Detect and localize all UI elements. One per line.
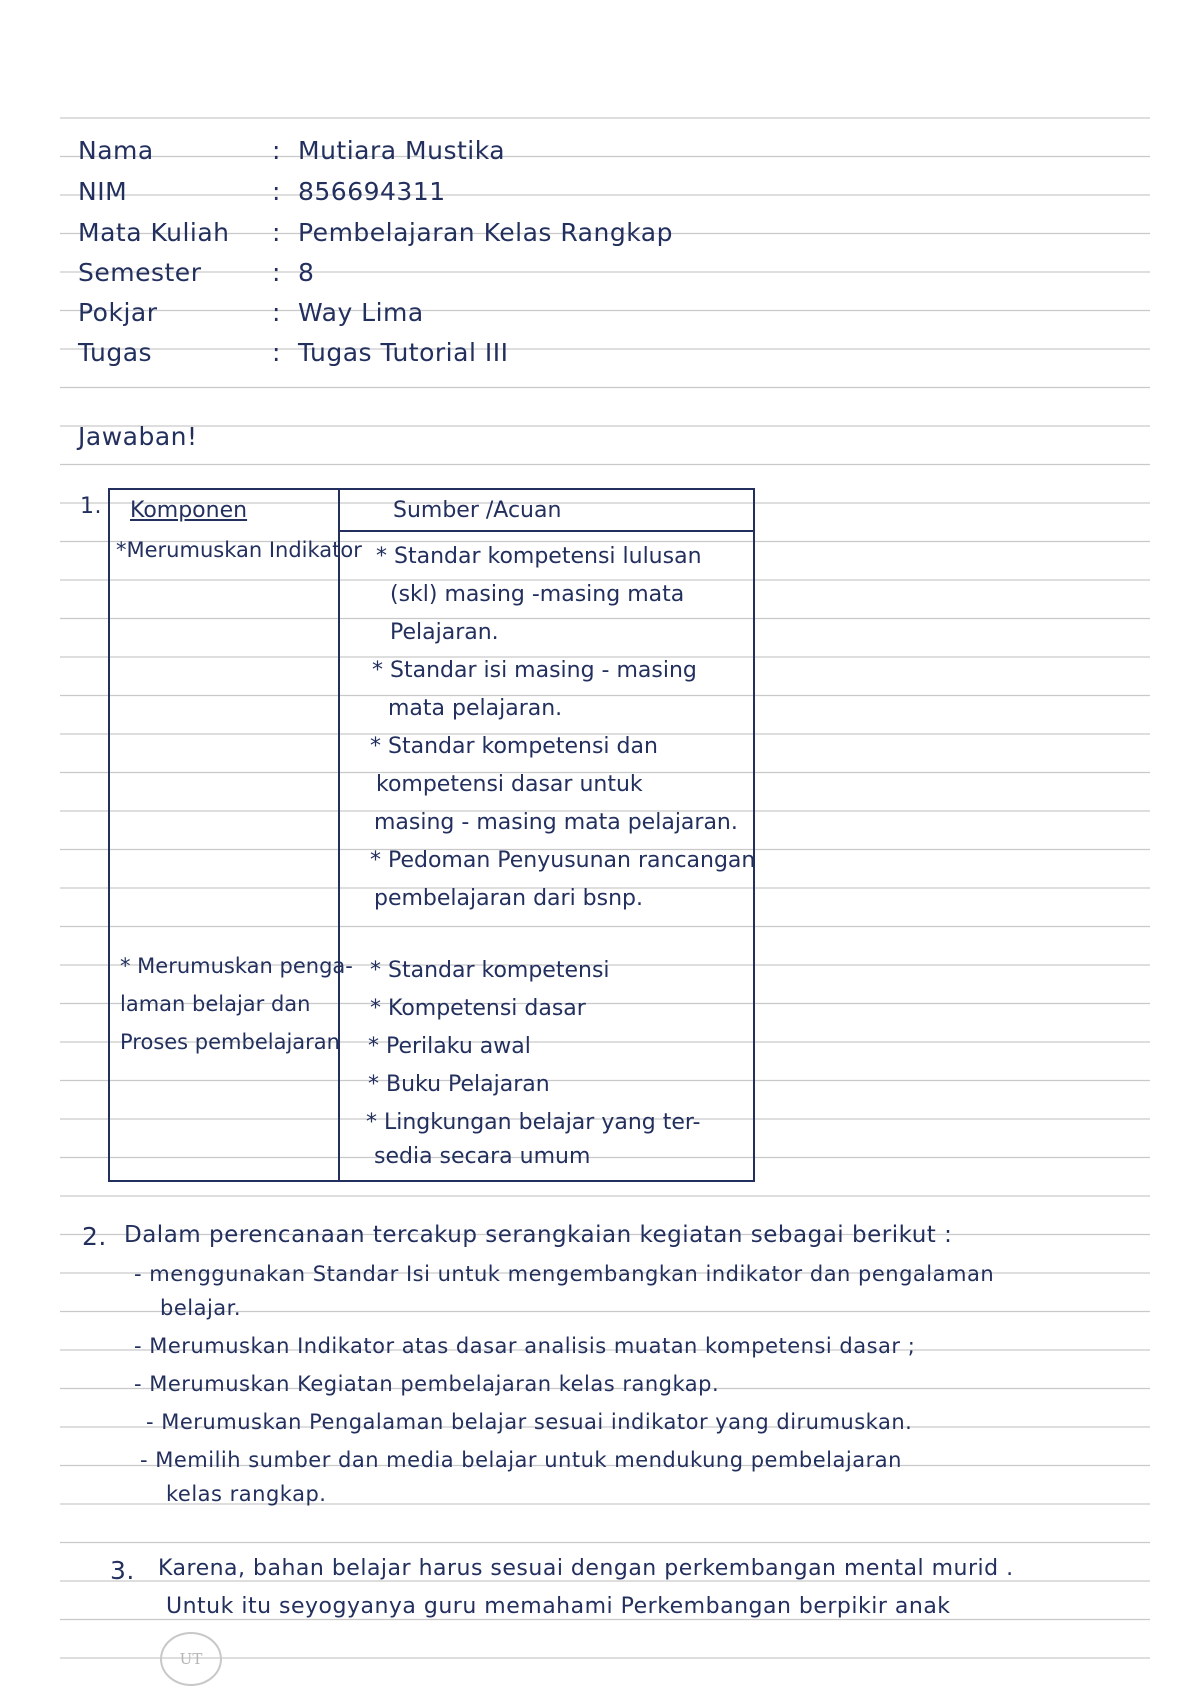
row1-source-line: * Pedoman Penyusunan rancangan bbox=[370, 848, 756, 873]
row1-source-line: * Standar kompetensi dan bbox=[370, 734, 658, 759]
q2-line: - Merumuskan Pengalaman belajar sesuai indikator yang dirumuskan. bbox=[146, 1410, 913, 1434]
q1-number: 1. bbox=[80, 494, 102, 519]
value-nama: Mutiara Mustika bbox=[298, 136, 506, 165]
answers-heading: Jawaban! bbox=[78, 422, 198, 451]
colon: : bbox=[272, 177, 281, 206]
row2-component-line: laman belajar dan bbox=[120, 992, 311, 1016]
value-tugas: Tugas Tutorial III bbox=[298, 338, 509, 367]
row1-source-line: * Standar kompetensi lulusan bbox=[376, 544, 702, 569]
label-nama: Nama bbox=[78, 136, 154, 165]
university-stamp-logo bbox=[160, 1632, 222, 1686]
col-header-sumber: Sumber /Acuan bbox=[393, 498, 562, 523]
row1-source-line: masing - masing mata pelajaran. bbox=[374, 810, 738, 835]
q2-line: - menggunakan Standar Isi untuk mengembangkan indikator dan pengalaman bbox=[134, 1262, 995, 1286]
q3-number: 3. bbox=[110, 1556, 135, 1585]
row1-source-line: * Standar isi masing - masing bbox=[372, 658, 697, 683]
colon: : bbox=[272, 218, 281, 247]
value-mata-kuliah: Pembelajaran Kelas Rangkap bbox=[298, 218, 673, 247]
q2-line: Dalam perencanaan tercakup serangkaian kegiatan sebagai berikut : bbox=[124, 1222, 953, 1248]
col-header-komponen: Komponen bbox=[130, 498, 248, 523]
row1-source-line: (skl) masing -masing mata bbox=[390, 582, 685, 607]
colon: : bbox=[272, 338, 281, 367]
row2-component-line: Proses pembelajaran bbox=[120, 1030, 340, 1054]
value-nim: 856694311 bbox=[298, 177, 446, 206]
q2-number: 2. bbox=[82, 1222, 107, 1251]
row2-source-line: sedia secara umum bbox=[374, 1144, 591, 1169]
q2-line: - Merumuskan Kegiatan pembelajaran kelas rangkap. bbox=[134, 1372, 720, 1396]
row2-source-line: * Lingkungan belajar yang ter- bbox=[366, 1110, 701, 1135]
row1-component: *Merumuskan Indikator bbox=[116, 538, 362, 562]
q2-line: kelas rangkap. bbox=[166, 1482, 327, 1506]
label-tugas: Tugas bbox=[78, 338, 153, 367]
row1-source-line: Pelajaran. bbox=[390, 620, 499, 645]
row2-component-line: * Merumuskan penga- bbox=[120, 954, 353, 978]
row2-source-line: * Kompetensi dasar bbox=[370, 996, 586, 1021]
q3-line: Untuk itu seyogyanya guru memahami Perkembangan berpikir anak bbox=[166, 1594, 951, 1619]
q2-line: - Merumuskan Indikator atas dasar analisis muatan kompetensi dasar ; bbox=[134, 1334, 916, 1358]
q1-table bbox=[108, 488, 756, 1180]
row2-source-line: * Buku Pelajaran bbox=[368, 1072, 550, 1097]
q3-line: Karena, bahan belajar harus sesuai dengan perkembangan mental murid . bbox=[158, 1556, 1014, 1581]
table-column-divider bbox=[338, 488, 340, 1180]
label-mata-kuliah: Mata Kuliah bbox=[78, 218, 230, 247]
label-pokjar: Pokjar bbox=[78, 298, 158, 327]
q2-line: - Memilih sumber dan media belajar untuk mendukung pembelajaran bbox=[140, 1448, 902, 1472]
stamp-text: UT bbox=[179, 1650, 203, 1668]
label-semester: Semester bbox=[78, 258, 202, 287]
colon: : bbox=[272, 136, 281, 165]
label-nim: NIM bbox=[78, 177, 128, 206]
colon: : bbox=[272, 298, 281, 327]
q2-line: belajar. bbox=[160, 1296, 242, 1320]
row2-source-line: * Standar kompetensi bbox=[370, 958, 610, 983]
colon: : bbox=[272, 258, 281, 287]
table-header-divider bbox=[338, 530, 753, 532]
value-semester: 8 bbox=[298, 258, 315, 287]
row1-source-line: mata pelajaran. bbox=[388, 696, 563, 721]
row2-source-line: * Perilaku awal bbox=[368, 1034, 531, 1059]
value-pokjar: Way Lima bbox=[298, 298, 424, 327]
row1-source-line: kompetensi dasar untuk bbox=[376, 772, 643, 797]
row1-source-line: pembelajaran dari bsnp. bbox=[374, 886, 644, 911]
